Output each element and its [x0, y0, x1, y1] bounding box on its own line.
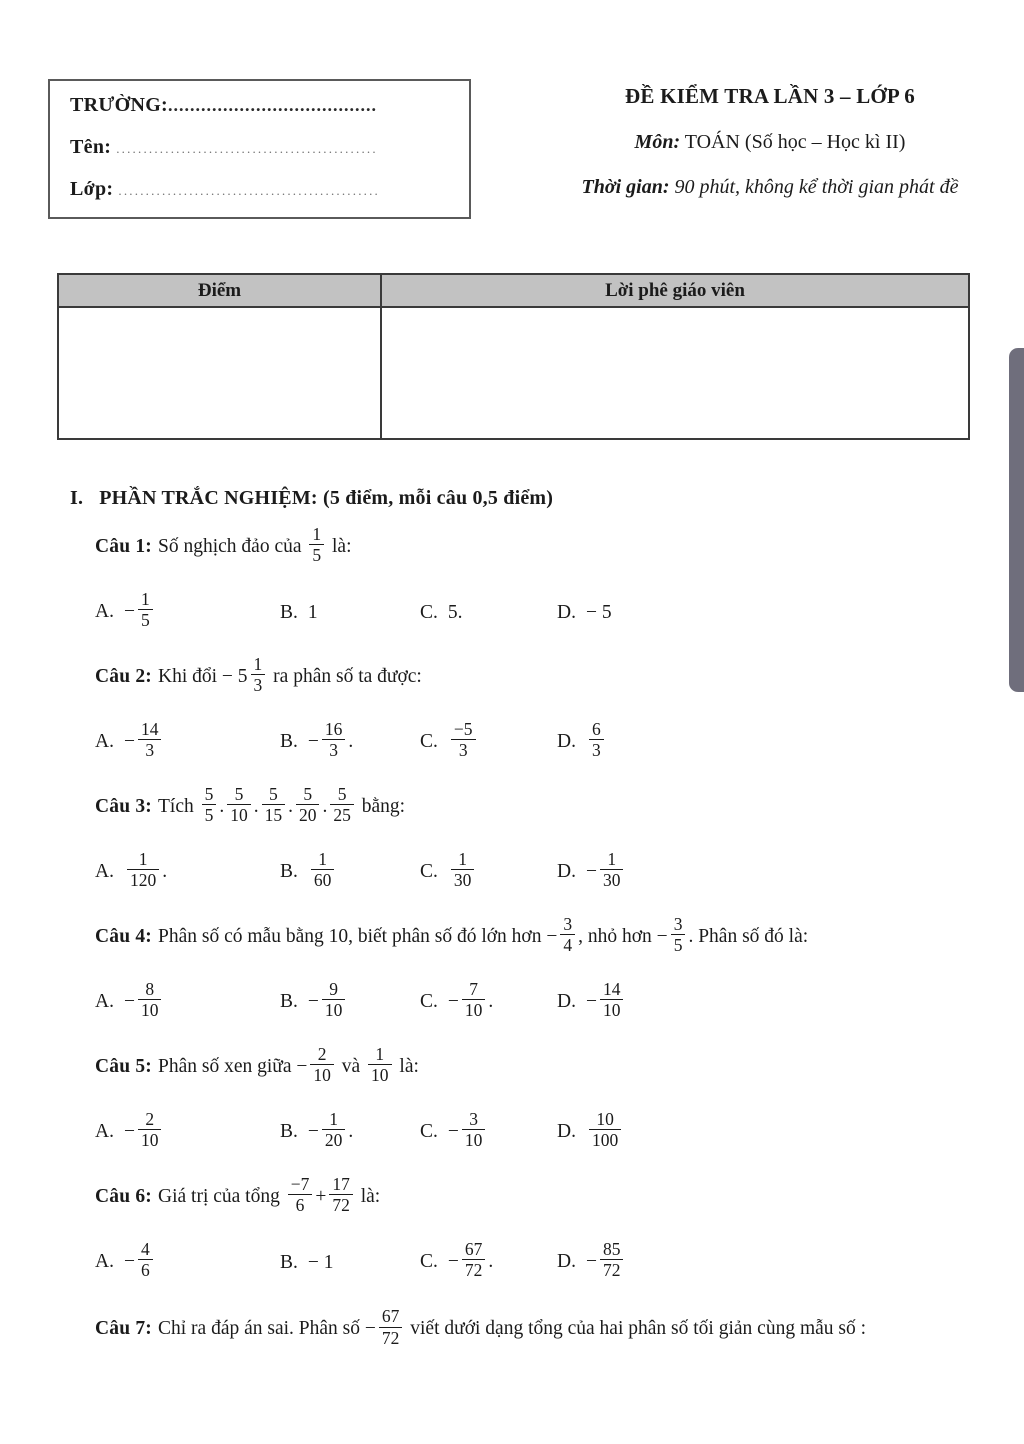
fraction-denominator: 5	[202, 804, 217, 825]
fraction	[600, 979, 624, 1020]
question-stem	[95, 1306, 867, 1350]
fraction-numerator: 1	[329, 1108, 339, 1129]
math-text: .	[488, 1250, 494, 1272]
name-label: Tên:	[70, 136, 112, 158]
fraction	[322, 979, 346, 1020]
fraction-numerator: 3	[563, 913, 573, 934]
fraction	[322, 719, 346, 760]
math-text: và	[336, 1055, 366, 1077]
option	[95, 1238, 280, 1283]
question	[0, 515, 1024, 645]
fraction	[138, 979, 162, 1020]
fraction-denominator: 3	[451, 739, 476, 760]
math-text: 5.	[447, 601, 463, 623]
fraction	[600, 1239, 624, 1280]
subject-label: Môn:	[634, 131, 681, 153]
comment-header-cell	[381, 274, 969, 307]
option-label: A.	[95, 1120, 114, 1142]
fraction-denominator: 30	[600, 869, 624, 890]
fraction-numerator: 67	[464, 1238, 483, 1259]
math-text: Giá trị của tổng	[158, 1185, 285, 1207]
math-text: Phân số xen giữa −	[158, 1055, 308, 1077]
math-text: Khi đổi − 5	[158, 665, 248, 687]
option	[557, 848, 626, 893]
fraction-numerator: −5	[453, 718, 473, 739]
fraction	[379, 1306, 403, 1347]
fraction	[671, 914, 686, 955]
math-text: −	[307, 990, 319, 1012]
fraction-denominator: 10	[310, 1064, 334, 1085]
math-text: −	[123, 1120, 135, 1142]
math-text: −	[307, 730, 319, 752]
math-text: .	[162, 860, 168, 882]
option	[557, 1238, 626, 1283]
question-label: Câu 3:	[95, 795, 152, 817]
fraction	[368, 1044, 392, 1085]
fraction-numerator: 5	[268, 783, 278, 804]
fraction-numerator: 5	[303, 783, 313, 804]
fraction	[310, 1044, 334, 1085]
option	[420, 602, 557, 624]
question-stem	[95, 783, 406, 828]
option-label: C.	[420, 990, 438, 1012]
math-text: .	[488, 990, 494, 1012]
score-table-header-row	[58, 274, 969, 307]
math-text: .	[219, 795, 225, 817]
option	[280, 1108, 420, 1153]
fraction-denominator: 72	[462, 1259, 486, 1280]
fraction-denominator: 10	[368, 1064, 392, 1085]
fraction-numerator: 16	[324, 718, 343, 739]
option-label: D.	[557, 730, 576, 752]
math-text: − 1	[307, 1251, 334, 1273]
math-text: .	[288, 795, 293, 817]
fraction-numerator: 9	[329, 978, 339, 999]
math-text: .	[348, 730, 354, 752]
fraction-denominator: 3	[138, 739, 162, 760]
fraction-numerator: 3	[469, 1108, 479, 1129]
subject-line	[520, 131, 1020, 154]
fraction-numerator: 1	[375, 1043, 385, 1064]
fraction-denominator: 5	[309, 544, 324, 565]
score-table-body-row	[58, 307, 969, 439]
options-row	[0, 970, 1024, 1035]
fraction	[138, 1239, 153, 1280]
fraction-denominator: 10	[600, 999, 624, 1020]
time-label: Thời gian:	[581, 176, 670, 198]
fraction-denominator: 15	[262, 804, 286, 825]
option	[280, 978, 420, 1023]
score-value-cell	[58, 307, 381, 439]
fraction-denominator: 10	[462, 999, 486, 1020]
fraction-numerator: 5	[204, 783, 214, 804]
math-text: bằng:	[356, 795, 406, 817]
option	[420, 978, 557, 1023]
time-text: 90 phút, không kể thời gian phát đề	[669, 176, 959, 198]
question-label: Câu 2:	[95, 665, 152, 687]
question-stem-row	[0, 645, 1024, 710]
fraction-denominator: 6	[138, 1259, 153, 1280]
option	[280, 848, 420, 893]
option-label: C.	[420, 860, 438, 882]
math-text: −	[123, 600, 135, 622]
fraction-numerator: 1	[140, 588, 150, 609]
fraction-numerator: −7	[290, 1173, 310, 1194]
option-label: B.	[280, 601, 298, 623]
option-label: D.	[557, 990, 576, 1012]
fraction-denominator: 5	[138, 609, 153, 630]
question-stem-row	[0, 515, 1024, 580]
exam-title: ĐỀ KIỂM TRA LẦN 3 – LỚP 6	[625, 84, 915, 108]
comment-value-cell	[381, 307, 969, 439]
fraction	[462, 1239, 486, 1280]
option	[95, 1108, 280, 1153]
section-title: PHẦN TRẮC NGHIỆM: (5 điểm, mỗi câu 0,5 điểm)	[99, 487, 554, 509]
math-text: là:	[394, 1055, 419, 1077]
exam-header	[520, 84, 1020, 199]
class-line	[70, 178, 455, 220]
option-label: D.	[557, 1250, 576, 1272]
question-label: Câu 6:	[95, 1185, 152, 1207]
fraction	[322, 1109, 346, 1150]
math-text: .	[322, 795, 328, 817]
fraction	[589, 1109, 621, 1150]
section-numeral: I.	[70, 487, 84, 509]
fraction	[262, 784, 286, 825]
option	[95, 848, 280, 893]
question-stem-row	[0, 1165, 1024, 1230]
fraction	[560, 914, 575, 955]
fraction-denominator: 10	[462, 1129, 486, 1150]
options-row	[0, 1100, 1024, 1165]
question-stem-row	[0, 1295, 1024, 1365]
option-label: B.	[280, 860, 298, 882]
question	[0, 1295, 1024, 1365]
option-label: A.	[95, 1250, 114, 1272]
fraction-denominator: 72	[379, 1327, 403, 1348]
question	[0, 905, 1024, 1035]
math-text: −	[585, 1250, 597, 1272]
math-text: −	[447, 1120, 459, 1142]
option-label: C.	[420, 601, 438, 623]
fraction-denominator: 3	[589, 739, 604, 760]
question-stem	[95, 1173, 381, 1218]
fraction-numerator: 8	[145, 978, 155, 999]
option-label: B.	[280, 1251, 298, 1273]
fraction-numerator: 6	[591, 718, 601, 739]
math-text: −	[123, 990, 135, 1012]
fraction-denominator: 60	[311, 869, 335, 890]
fraction-denominator: 72	[329, 1194, 353, 1215]
option	[557, 718, 607, 763]
school-line	[70, 94, 455, 136]
question-label: Câu 5:	[95, 1055, 152, 1077]
fraction-denominator: 10	[227, 804, 251, 825]
student-info-box	[48, 79, 471, 219]
math-text: Tích	[158, 795, 199, 817]
math-text: −	[585, 860, 597, 882]
option-label: A.	[95, 730, 114, 752]
question-label: Câu 7:	[95, 1318, 152, 1340]
option	[280, 1252, 420, 1274]
option	[420, 718, 557, 763]
math-text: −	[447, 990, 459, 1012]
question-stem-row	[0, 905, 1024, 970]
fraction-numerator: 7	[469, 978, 479, 999]
option-label: D.	[557, 1120, 576, 1142]
fraction-numerator: 14	[140, 718, 159, 739]
fraction-denominator: 25	[330, 804, 354, 825]
fraction	[329, 1174, 353, 1215]
fraction-numerator: 2	[317, 1043, 327, 1064]
options-row	[0, 1230, 1024, 1295]
math-text: Chỉ ra đáp án sai. Phân số −	[158, 1318, 376, 1340]
fraction	[138, 1109, 162, 1150]
math-text: −	[123, 1250, 135, 1272]
fraction-numerator: 17	[332, 1173, 350, 1194]
fraction	[330, 784, 354, 825]
fraction	[202, 784, 217, 825]
fraction-denominator: 4	[560, 934, 575, 955]
fraction-numerator: 1	[312, 523, 322, 544]
questions-list	[0, 515, 1024, 1365]
fraction-numerator: 2	[145, 1108, 155, 1129]
comment-header-label: Lời phê giáo viên	[605, 279, 745, 301]
fraction	[138, 589, 153, 630]
question-label: Câu 4:	[95, 925, 152, 947]
math-text: . Phân số đó là:	[688, 925, 809, 947]
fraction-numerator: 1	[318, 848, 328, 869]
fraction-denominator: 6	[288, 1194, 313, 1215]
math-text: Số nghịch đảo của	[158, 535, 307, 557]
math-text: −	[123, 730, 135, 752]
fraction	[462, 1109, 486, 1150]
option-label: B.	[280, 730, 298, 752]
fraction-denominator: 20	[296, 804, 320, 825]
option-label: A.	[95, 860, 114, 882]
fraction-denominator: 10	[138, 1129, 162, 1150]
scrollbar-thumb[interactable]	[1009, 348, 1024, 692]
option	[557, 1108, 624, 1153]
math-text: +	[315, 1185, 327, 1207]
fraction	[296, 784, 320, 825]
option-label: B.	[280, 990, 298, 1012]
question-stem	[95, 913, 809, 958]
question-stem	[95, 653, 422, 698]
fraction-denominator: 30	[451, 869, 475, 890]
question	[0, 775, 1024, 905]
fraction-denominator: 120	[127, 869, 159, 890]
option	[420, 1238, 557, 1283]
fraction	[462, 979, 486, 1020]
class-fill-dots: ................................................	[118, 183, 381, 198]
option-label: C.	[420, 730, 438, 752]
option	[95, 718, 280, 763]
fraction-denominator: 3	[322, 739, 346, 760]
option-label: D.	[557, 860, 576, 882]
math-text: −	[447, 1250, 459, 1272]
math-text: , nhỏ hơn −	[578, 925, 668, 947]
fraction-denominator: 72	[600, 1259, 624, 1280]
math-text: .	[348, 1120, 354, 1142]
question	[0, 645, 1024, 775]
math-text: 1	[307, 601, 318, 623]
question-stem-row	[0, 1035, 1024, 1100]
fraction-numerator: 5	[337, 783, 347, 804]
option	[280, 718, 420, 763]
option-label: B.	[280, 1120, 298, 1142]
section-heading	[70, 487, 553, 510]
time-line	[520, 176, 1020, 199]
score-table	[57, 273, 970, 440]
fraction	[309, 524, 324, 565]
question	[0, 1035, 1024, 1165]
fraction-denominator: 10	[322, 999, 346, 1020]
option-label: A.	[95, 600, 114, 622]
math-text: ra phân số ta được:	[268, 665, 422, 687]
name-fill-dots: ................................................	[116, 141, 378, 156]
options-row	[0, 840, 1024, 905]
math-text: −	[307, 1120, 319, 1142]
question-label: Câu 1:	[95, 535, 152, 557]
fraction	[451, 719, 476, 760]
fraction	[138, 719, 162, 760]
option	[280, 602, 420, 624]
math-text: là:	[355, 1185, 381, 1207]
options-row	[0, 580, 1024, 645]
fraction-denominator: 20	[322, 1129, 346, 1150]
question-stem	[95, 523, 352, 568]
school-fill-dots: ......................................	[168, 95, 378, 115]
math-text: .	[253, 795, 259, 817]
fraction	[589, 719, 604, 760]
fraction	[227, 784, 251, 825]
options-row	[0, 710, 1024, 775]
fraction-numerator: 67	[381, 1306, 400, 1327]
option	[557, 602, 612, 624]
name-line	[70, 136, 455, 178]
math-text: − 5	[585, 601, 612, 623]
question-stem	[95, 1043, 419, 1088]
score-header-cell	[58, 274, 381, 307]
question-stem-row	[0, 775, 1024, 840]
option	[95, 588, 280, 633]
math-text: là:	[327, 535, 352, 557]
option-label: D.	[557, 601, 576, 623]
fraction	[288, 1174, 313, 1215]
fraction-numerator: 1	[253, 653, 263, 674]
fraction-numerator: 1	[138, 848, 148, 869]
subject-text: TOÁN (Số học – Học kì II)	[680, 131, 906, 153]
option-label: C.	[420, 1250, 438, 1272]
class-label: Lớp:	[70, 178, 114, 200]
option-label: C.	[420, 1120, 438, 1142]
fraction	[127, 849, 159, 890]
school-label: TRƯỜNG:	[70, 94, 169, 116]
option-label: A.	[95, 990, 114, 1012]
fraction-numerator: 1	[607, 848, 617, 869]
fraction	[311, 849, 335, 890]
option	[420, 848, 557, 893]
fraction-numerator: 85	[602, 1238, 621, 1259]
score-header-label: Điểm	[197, 279, 242, 301]
fraction-numerator: 14	[602, 978, 621, 999]
question	[0, 1165, 1024, 1295]
fraction-numerator: 3	[673, 913, 683, 934]
fraction-denominator: 5	[671, 934, 686, 955]
fraction	[451, 849, 475, 890]
fraction-numerator: 1	[458, 848, 468, 869]
fraction-denominator: 3	[251, 674, 266, 695]
fraction	[600, 849, 624, 890]
fraction-denominator: 100	[589, 1129, 621, 1150]
fraction-denominator: 10	[138, 999, 162, 1020]
math-text: −	[585, 990, 597, 1012]
option	[95, 978, 280, 1023]
option	[420, 1108, 557, 1153]
fraction-numerator: 5	[234, 783, 244, 804]
fraction-numerator: 10	[596, 1108, 614, 1129]
fraction-numerator: 4	[140, 1238, 150, 1259]
math-text: viết dưới dạng tổng của hai phân số tối giản cùng mẫu số :	[405, 1318, 867, 1340]
math-text: Phân số có mẫu bằng 10, biết phân số đó lớn hơn −	[158, 925, 558, 947]
option	[557, 978, 626, 1023]
fraction	[251, 654, 266, 695]
